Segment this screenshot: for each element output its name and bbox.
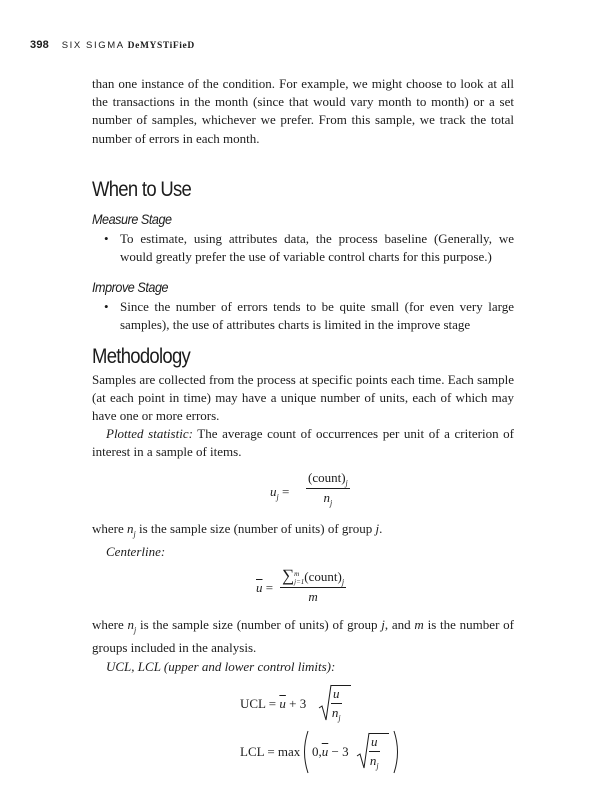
page-number: 398 (30, 39, 49, 51)
eq-j-subscript: j (276, 492, 279, 502)
equation-uj: $u_j$ = $(count)_j$ $n_j$ (270, 469, 348, 508)
centerline-label: Centerline: (106, 544, 166, 560)
where-paragraph-2: where $n_j$ is the sample size (number of units) of group j, and m is the number of groups included in the analysis. (92, 616, 514, 656)
right-paren (392, 730, 402, 774)
where-paragraph-1: where $n_j$ is the sample size (number of units) of group j. (92, 520, 383, 539)
plotted-statistic-paragraph (92, 425, 514, 461)
plotted-statistic-text: The average count of occurrences per unit of a criterion of interest in a sample of items. (92, 426, 515, 460)
eq-lcl-label: LCL (240, 743, 265, 759)
when-to-use-heading: When to Use (92, 177, 192, 201)
eq-u-symbol: u (270, 483, 277, 499)
equation-lcl: LCL = max $0,\overline{u} - 3$ $\frac{\overline{u}}{n_j}$ (240, 730, 514, 778)
left-paren (300, 730, 310, 774)
page-body (92, 75, 514, 778)
book-title-suffix: DeMYSTiFieD (127, 41, 195, 51)
eq-ubar-fraction: ∑m $j=1(count)_j$ m (282, 565, 345, 605)
improve-stage-bullet: • Since the number of errors tends to be quite small (for even very large samples), the use of attributes charts is limited in the improve stage (92, 298, 514, 334)
sqrt-sign (318, 684, 332, 722)
eq-ucl-label: UCL (240, 695, 266, 711)
eq-ubar-symbol: $\overline{u}$ (256, 579, 263, 595)
control-limits-label: UCL, LCL (upper and lower control limits): (106, 658, 336, 674)
eq-uj-fraction: $(count)_j$ $n_j$ (308, 469, 348, 508)
equation-ubar: $\overline{u}$ = ∑m $j=1(count)_j$ m (256, 565, 345, 605)
measure-stage-list (92, 230, 514, 266)
sqrt-sign-lcl (356, 732, 370, 770)
measure-stage-heading: Measure Stage (92, 210, 172, 227)
intro-paragraph: than one instance of the condition. For example, we might choose to look at all the transactions in the month (since that would vary month to month) or a set number of samples, whichever we prefer. From this sample, we track the total number of errors in each month. (92, 76, 514, 146)
eq-count: (count) (308, 469, 346, 485)
equation-ucl: UCL = $\overline{u} + 3$ $\frac{\overline{u}}{n_j}$ (240, 684, 514, 726)
eq-n-symbol: n (323, 490, 331, 506)
methodology-heading: Methodology (92, 344, 191, 368)
improve-stage-heading: Improve Stage (92, 279, 169, 296)
measure-stage-bullet: • To estimate, using attributes data, the process baseline (Generally, we would greatly prefer the use of variable control charts for this purpose.) (92, 230, 514, 266)
improve-stage-list (92, 298, 514, 334)
running-header (30, 39, 195, 51)
plotted-statistic-label: Plotted statistic: (106, 426, 193, 442)
book-title: SIX SIGMA (61, 40, 125, 51)
methodology-paragraph: Samples are collected from the process at specific points each time. Each sample (at each point in time) may have a unique number of units, each of which may have one or more errors. (92, 371, 514, 424)
eq-sum-symbol: ∑ (282, 565, 295, 585)
